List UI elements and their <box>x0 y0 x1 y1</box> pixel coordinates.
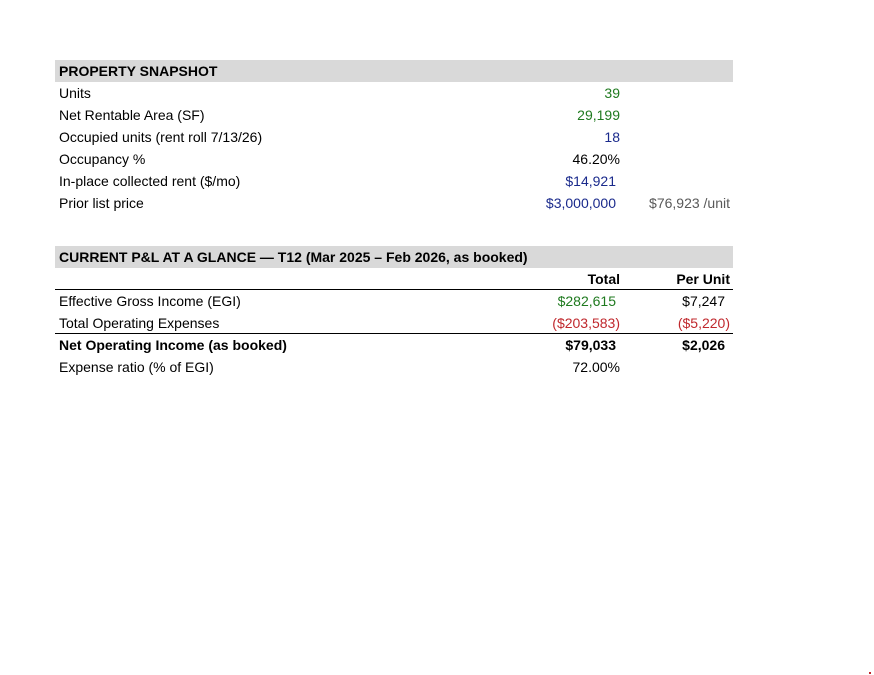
snapshot-row-occupancy <box>55 148 733 170</box>
egi-label: Effective Gross Income (EGI) <box>59 293 241 309</box>
prior-list-price-label: Prior list price <box>59 195 144 211</box>
pnl-row-egi <box>55 290 733 312</box>
noi-label: Net Operating Income (as booked) <box>59 337 287 353</box>
expense-ratio-total: 72.00% <box>572 359 620 375</box>
pnl-row-operating-expenses <box>55 312 733 334</box>
pnl-header: CURRENT P&L AT A GLANCE — T12 (Mar 2025 – Feb 2026, as booked) <box>55 246 733 268</box>
price-per-unit-value: $76,923 /unit <box>649 195 730 211</box>
noi-total: $79,033 <box>565 337 616 353</box>
operating-expenses-total: ($203,583) <box>552 315 620 331</box>
total-column-header: Total <box>587 271 620 287</box>
snapshot-row-occupied-units <box>55 126 733 148</box>
occupancy-value: 46.20% <box>572 151 620 167</box>
pnl-row-expense-ratio <box>55 356 733 378</box>
occupied-units-label: Occupied units (rent roll 7/13/26) <box>59 129 263 145</box>
snapshot-row-prior-list-price <box>55 192 733 214</box>
occupied-units-value: 18 <box>604 129 620 145</box>
snapshot-row-in-place-rent <box>55 170 733 192</box>
noi-per-unit: $2,026 <box>682 337 725 353</box>
prior-list-price-value: $3,000,000 <box>545 195 616 211</box>
spreadsheet-page <box>55 60 733 378</box>
in-place-rent-label: In-place collected rent ($/mo) <box>59 173 241 189</box>
operating-expenses-label: Total Operating Expenses <box>59 315 220 331</box>
net-rentable-area-label: Net Rentable Area (SF) <box>59 107 205 123</box>
pnl-row-noi <box>55 334 733 356</box>
egi-per-unit: $7,247 <box>682 293 725 309</box>
operating-expenses-per-unit: ($5,220) <box>677 315 730 331</box>
per-unit-column-header: Per Unit <box>676 271 730 287</box>
units-value: 39 <box>604 85 620 101</box>
egi-total: $282,615 <box>557 293 616 309</box>
snapshot-row-units <box>55 82 733 104</box>
pnl-column-headers <box>55 268 733 290</box>
in-place-rent-value: $14,921 <box>565 173 616 189</box>
property-snapshot-header: PROPERTY SNAPSHOT <box>55 60 733 82</box>
units-label: Units <box>59 85 91 101</box>
page-corner-mark <box>869 672 871 674</box>
section-spacer <box>55 214 733 246</box>
snapshot-row-net-rentable-area <box>55 104 733 126</box>
expense-ratio-label: Expense ratio (% of EGI) <box>59 359 214 375</box>
net-rentable-area-value: 29,199 <box>577 107 620 123</box>
occupancy-label: Occupancy % <box>59 151 146 167</box>
